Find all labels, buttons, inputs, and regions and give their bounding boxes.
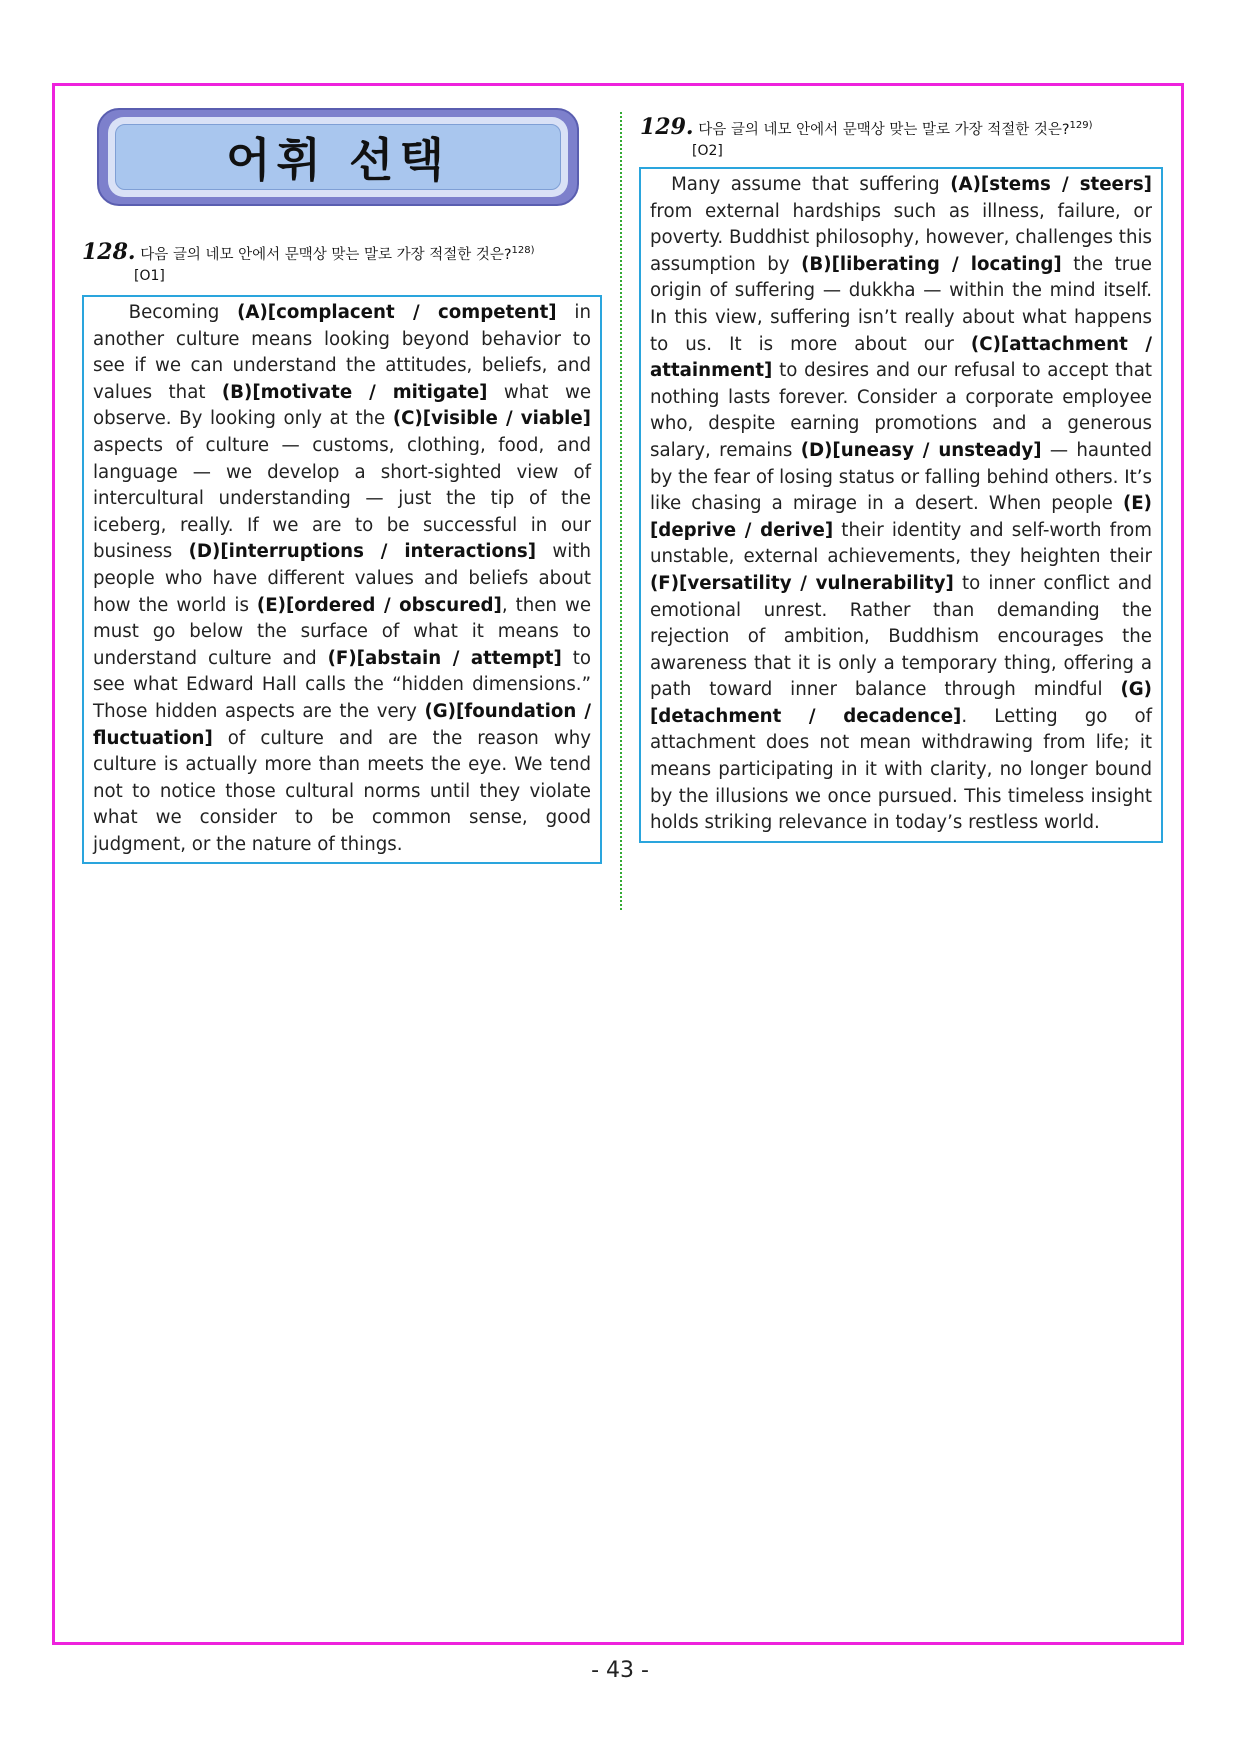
vocab-choice: (A)[complacent / competent] — [237, 302, 557, 323]
page-number: - 43 - — [591, 1658, 649, 1683]
question-129-heading — [640, 115, 1185, 162]
passage-box-128 — [82, 295, 602, 864]
passage-text: the true origin of suffering — dukkha — within the mind itself. In this view, suffering isn’t really about what happens to us. It is more about our — [650, 253, 1152, 355]
vocab-choice: (C)[visible / viable] — [392, 408, 591, 430]
passage-text: aspects of culture — customs, clothing, food, and language — we develop a short-sighted view of intercultural understanding — just the tip of the iceberg, really. If we are to be successful in our business — [93, 434, 591, 563]
section-banner — [97, 108, 579, 206]
passage-text: their identity and self-worth from unstable, external achievements, they heighten their — [650, 519, 1153, 568]
vocab-choice: (G)[detachment / decadence] — [650, 679, 1152, 727]
passage-text: , then we must go below the surface of what it means to understand culture and — [93, 594, 592, 669]
passage-text: with people who have different values and beliefs about how the world is — [93, 541, 591, 616]
passage-text: of culture and are the reason why culture is actually more than meets the eye. We tend not to notice those cultural norms until they violate what we consider to be common sense, good judgment, or the nature of things. — [93, 727, 591, 855]
passage-text: what we observe. By looking only at the — [93, 381, 592, 430]
vocab-choice: (F)[versatility / vulnerability] — [650, 572, 954, 594]
vocab-choice: (E)[ordered / obscured] — [256, 594, 502, 616]
passage-text: from external hardships such as illness, failure, or poverty. Buddhist philosophy, however, challenges this assumption by — [650, 200, 1152, 275]
passage-box-129 — [639, 167, 1163, 843]
vocab-choice: (B)[liberating / locating] — [801, 253, 1062, 275]
question-number: 129. — [640, 113, 694, 140]
passage-text: — haunted by the fear of losing status or falling behind others. It’s like chasing a mirage in a desert. When people — [650, 439, 1152, 515]
question-code: [O2] — [692, 142, 723, 159]
vocab-choice: (G)[foundation / fluctuation] — [93, 700, 591, 749]
footnote-ref: 128) — [511, 245, 535, 256]
question-number: 128. — [82, 238, 136, 265]
vocab-choice: (F)[abstain / attempt] — [327, 647, 562, 669]
footnote-ref: 129) — [1069, 120, 1093, 131]
vocab-choice: (E)[deprive / derive] — [650, 493, 1152, 541]
question-prompt: 다음 글의 네모 안에서 문맥상 맞는 말로 가장 적절한 것은? — [698, 121, 1070, 138]
question-code: [O1] — [134, 267, 165, 284]
question-prompt: 다음 글의 네모 안에서 문맥상 맞는 말로 가장 적절한 것은? — [140, 246, 512, 263]
vocab-choice: (D)[interruptions / interactions] — [188, 541, 537, 563]
passage-text: to see what Edward Hall calls the “hidden dimensions.” Those hidden aspects are the very — [93, 647, 591, 722]
vocab-choice: (B)[motivate / mitigate] — [221, 381, 488, 403]
vocab-choice: (A)[stems / steers] — [950, 174, 1152, 195]
vocab-choice: (C)[attachment / attainment] — [650, 333, 1152, 382]
passage-text: Becoming — [128, 302, 238, 323]
section-title: 어휘 선택 — [226, 133, 450, 187]
passage-text: . Letting go of attachment does not mean withdrawing from life; it means participating in it with clarity, no longer bound by the illusions we once pursued. This timeless insight holds striking relevance in today’s restless world. — [650, 705, 1152, 834]
vocab-choice: (D)[uneasy / unsteady] — [800, 439, 1042, 461]
passage-text: to desires and our refusal to accept that nothing lasts forever. Consider a corporate employee who, despite earning promotions and a generous salary, remains — [650, 360, 1152, 461]
passage-text: in another culture means looking beyond behavior to see if we can understand the attitudes, beliefs, and values that — [93, 302, 591, 403]
column-divider — [620, 112, 622, 910]
question-128-heading — [82, 240, 612, 287]
passage-text: Many assume that suffering — [671, 174, 951, 195]
passage-text: to inner conflict and emotional unrest. Rather than demanding the rejection of ambition, Buddhism encourages the awareness that it is only a temporary thing, offering a path toward inner balance through mindful — [650, 572, 1152, 701]
